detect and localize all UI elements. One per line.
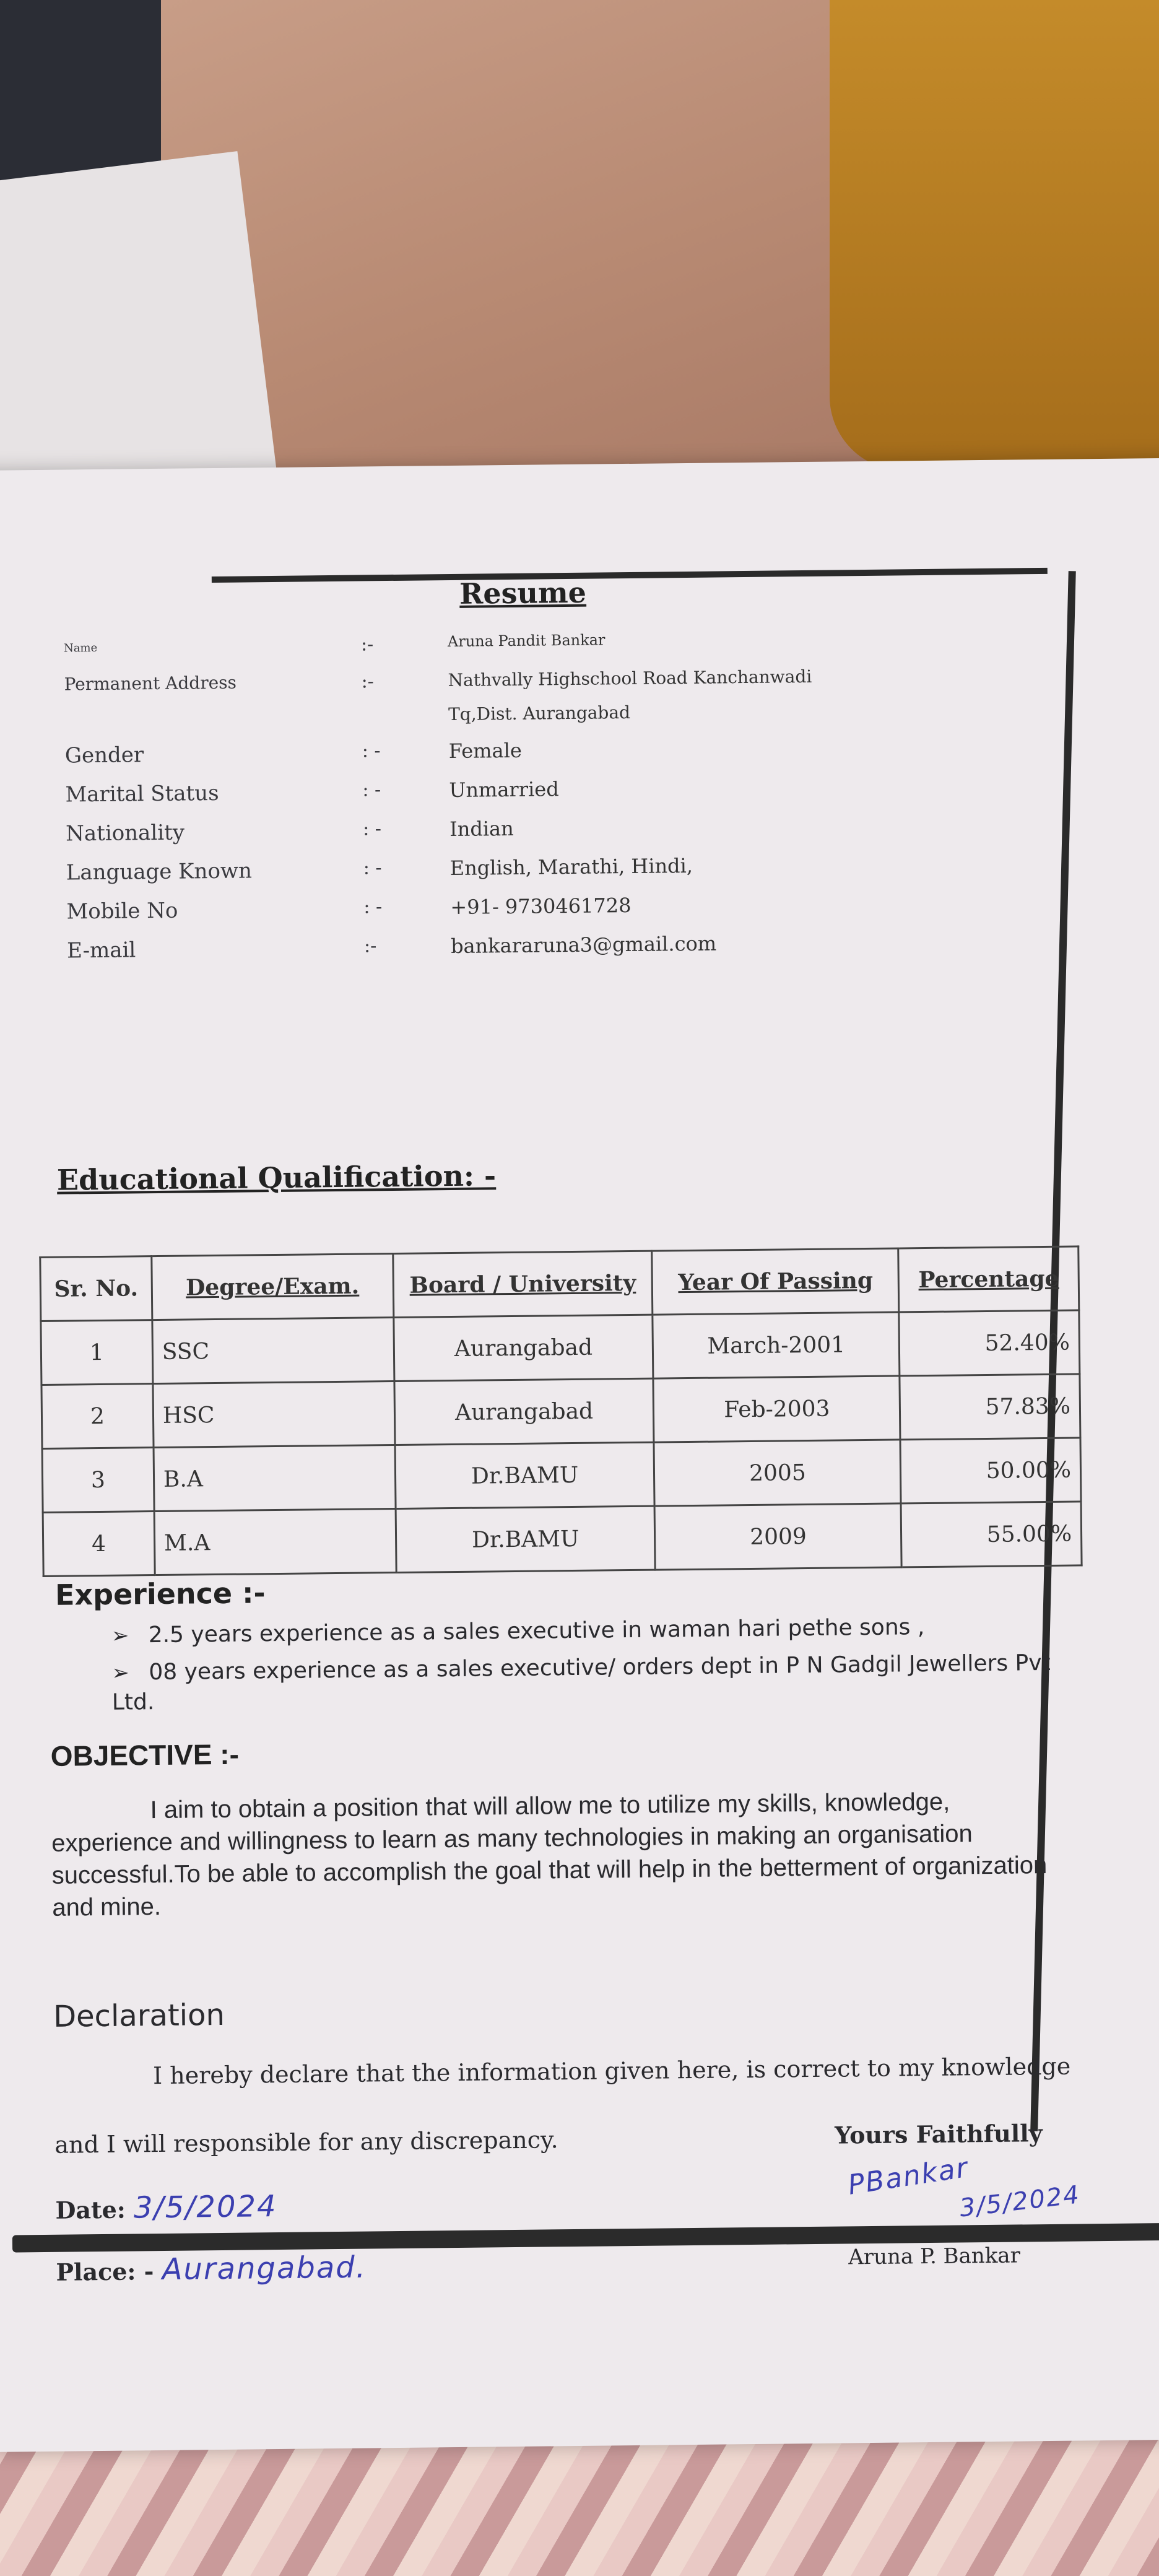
declaration-text: I hereby declare that the information given here, is correct to my knowledge and I will responsible for any discrepancy.: [54, 2052, 1071, 2159]
info-value: Tq,Dist. Aurangabad: [448, 702, 631, 725]
info-value: bankararuna3@gmail.com: [450, 931, 717, 958]
experience-heading: Experience :-: [54, 1576, 266, 1612]
resume-sheet: [0, 458, 1159, 2452]
table-cell: 50.00%: [900, 1438, 1081, 1503]
date-label: [55, 2189, 277, 2226]
closing-text: Yours Faithfully: [834, 2119, 1043, 2149]
handwritten-signature: PBankar: [846, 2151, 971, 2201]
info-colon: : -: [362, 818, 382, 840]
table-cell: 1: [41, 1320, 153, 1385]
place-label: [56, 2250, 367, 2288]
info-colon: : -: [363, 857, 382, 879]
info-colon: : -: [362, 740, 381, 762]
info-value: Female: [448, 738, 522, 764]
education-heading: Educational Qualification: -: [56, 1159, 497, 1197]
table-cell: 2005: [654, 1440, 901, 1506]
declaration-heading: Declaration: [53, 1997, 225, 2034]
table-row: [41, 1310, 1080, 1385]
experience-text: 2.5 years experience as a sales executive in waman hari pethe sons ,: [148, 1614, 925, 1648]
column-header: Percentage: [898, 1247, 1079, 1312]
education-table: [39, 1245, 1082, 1577]
table-cell: Aurangabad: [394, 1315, 654, 1381]
table-cell: 57.83%: [900, 1374, 1080, 1440]
info-label: Gender: [64, 742, 144, 768]
info-value: Aruna Pandit Bankar: [447, 631, 606, 651]
table-header-row: [40, 1247, 1079, 1321]
arrow-bullet-icon: ➢: [111, 1660, 130, 1686]
table-cell: Aurangabad: [394, 1378, 654, 1445]
table-cell: 52.40%: [899, 1310, 1080, 1376]
table-cell: M.A: [154, 1508, 396, 1575]
table-cell: HSC: [153, 1381, 395, 1447]
column-header: Year Of Passing: [652, 1248, 899, 1315]
table-cell: 2009: [654, 1503, 901, 1570]
info-value: Indian: [449, 816, 514, 842]
signer-name: Aruna P. Bankar: [848, 2243, 1021, 2270]
column-header: Degree/Exam.: [152, 1254, 394, 1320]
info-colon: : -: [362, 779, 381, 801]
info-label: Name: [63, 641, 98, 655]
place-label-text: Place: -: [56, 2257, 154, 2286]
info-colon: :-: [360, 633, 374, 656]
table-cell: Dr.BAMU: [396, 1506, 656, 1572]
background-yellow-cloth: [830, 0, 1159, 471]
info-label: Permanent Address: [64, 672, 237, 695]
info-value: Nathvally Highschool Road Kanchanwadi: [448, 666, 812, 691]
column-header: Sr. No.: [40, 1256, 152, 1321]
table-row: [42, 1438, 1081, 1513]
info-colon: :-: [363, 935, 377, 957]
info-label: Language Known: [66, 858, 253, 886]
table-row: [41, 1374, 1080, 1449]
experience-text: 08 years experience as a sales executive/ orders dept in P N Gadgil Jewellers Pvt Ltd.: [111, 1650, 1051, 1715]
table-cell: 4: [43, 1512, 155, 1577]
table-cell: B.A: [154, 1445, 396, 1511]
arrow-bullet-icon: ➢: [111, 1623, 129, 1648]
date-label-text: Date:: [55, 2195, 126, 2224]
objective-heading: OBJECTIVE :-: [50, 1738, 240, 1772]
table-cell: Feb-2003: [653, 1376, 900, 1442]
table-cell: March-2001: [653, 1312, 900, 1378]
info-value: English, Marathi, Hindi,: [449, 853, 693, 881]
table-cell: 3: [42, 1448, 154, 1513]
table-cell: Dr.BAMU: [395, 1442, 655, 1508]
table-cell: 55.00%: [901, 1502, 1082, 1567]
info-label: Mobile No: [66, 898, 178, 925]
resume-title: Resume: [459, 575, 587, 611]
handwritten-sign-date: 3/5/2024: [958, 2180, 1082, 2223]
column-header: Board / University: [393, 1251, 653, 1317]
info-value: Unmarried: [449, 777, 559, 803]
page-border-top: [212, 568, 1048, 583]
info-value: +91- 9730461728: [450, 893, 632, 920]
info-label: E-mail: [66, 938, 136, 964]
info-label: Marital Status: [65, 780, 219, 807]
table-cell: 2: [41, 1384, 154, 1449]
handwritten-place: Aurangabad.: [162, 2250, 367, 2287]
objective-text: I aim to obtain a position that will allow me to utilize my skills, knowledge, experience and willingness to learn as many technologies in making an organisation successful.To be able to accomplish the goal that will help in the betterment of organization and mine.: [51, 1788, 1048, 1921]
info-colon: : -: [363, 896, 383, 918]
info-label: Nationality: [65, 820, 185, 846]
info-colon: :-: [361, 671, 375, 693]
experience-item: [111, 1648, 1078, 1717]
table-cell: SSC: [152, 1318, 394, 1384]
handwritten-date: 3/5/2024: [133, 2189, 277, 2226]
table-row: [43, 1502, 1082, 1577]
experience-item: [111, 1611, 1077, 1650]
